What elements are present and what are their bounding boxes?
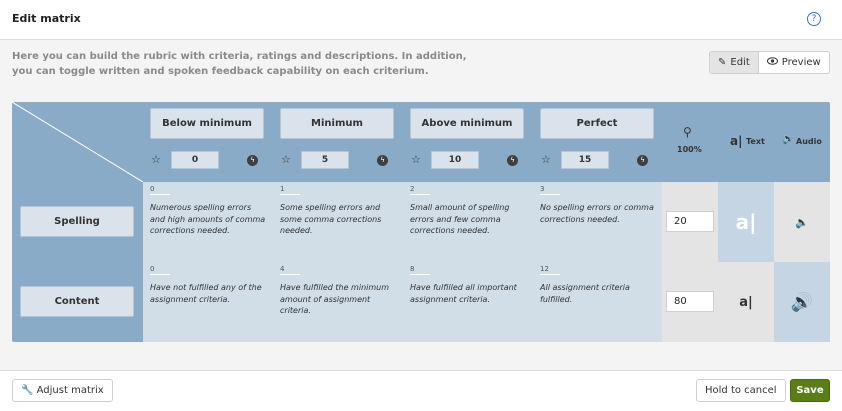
preview-mode-label: Preview — [781, 57, 821, 68]
cell-divider — [280, 274, 300, 275]
speaker-icon: 🔈 — [782, 134, 795, 145]
cell-description[interactable]: Have not fulfilled any of the assignment criteria. — [150, 283, 262, 304]
rating-header-1[interactable]: Minimum — [280, 108, 394, 139]
cell-description[interactable]: No spelling errors or comma corrections needed. — [540, 203, 654, 224]
cell-divider — [540, 274, 560, 275]
audio-column-label: Audio — [796, 137, 822, 146]
speaker-icon: 🔊 — [790, 291, 814, 313]
dialog-title: Edit matrix — [12, 12, 81, 25]
cell-divider — [540, 194, 560, 195]
rating-header-0[interactable]: Below minimum — [150, 108, 264, 139]
weight-column-label: 100% — [677, 145, 702, 154]
cell-points[interactable]: 12 — [540, 265, 549, 273]
wrench-icon: 🔧 — [21, 385, 34, 396]
text-icon: a| — [730, 134, 743, 148]
weight-input-content[interactable]: 80 — [666, 291, 714, 312]
audio-toggle-spelling[interactable] — [774, 182, 830, 262]
corner-divider — [12, 102, 143, 182]
rating-points-0[interactable]: 0 — [171, 151, 219, 169]
audio-toggle-content[interactable] — [774, 262, 830, 342]
intro-text: Here you can build the rubric with criteria, ratings and descriptions. In addition, you can toggle written and spoken feedback capability on each criterium. — [12, 51, 467, 77]
cell-description[interactable]: Have fulfilled the minimum amount of assignment criteria. — [280, 283, 390, 315]
text-icon: a| — [739, 294, 753, 310]
text-column-label: Text — [746, 137, 765, 146]
weight-input-spelling[interactable]: 20 — [666, 211, 714, 232]
weight-pin-icon: ⚲ — [683, 125, 692, 139]
weight-column — [662, 182, 718, 342]
eye-icon — [767, 52, 778, 73]
preview-mode-button[interactable] — [759, 52, 829, 73]
star-icon[interactable]: ☆ — [151, 153, 161, 166]
bolt-icon[interactable]: ϟ — [247, 155, 258, 166]
cell-points[interactable]: 2 — [410, 185, 415, 193]
rating-points-2[interactable]: 10 — [431, 151, 479, 169]
cell-divider — [280, 194, 300, 195]
bolt-icon[interactable]: ϟ — [507, 155, 518, 166]
edit-mode-button[interactable] — [710, 52, 759, 73]
cell-points[interactable]: 4 — [280, 265, 285, 273]
dialog-header — [0, 0, 842, 40]
cell-points[interactable]: 1 — [280, 185, 285, 193]
rating-header-3[interactable]: Perfect — [540, 108, 654, 139]
cell-points[interactable]: 0 — [150, 185, 155, 193]
hold-to-cancel-button[interactable]: Hold to cancel — [696, 379, 786, 402]
cell-points[interactable]: 0 — [150, 265, 155, 273]
bolt-icon[interactable]: ϟ — [637, 155, 648, 166]
cell-divider — [150, 274, 170, 275]
question-circle-icon[interactable]: ? — [807, 12, 821, 26]
pencil-icon: ✎ — [718, 57, 727, 68]
cell-divider — [410, 274, 430, 275]
adjust-matrix-label: Adjust matrix — [36, 385, 104, 396]
rating-points-3[interactable]: 15 — [561, 151, 609, 169]
cell-description[interactable]: All assignment criteria fulfilled. — [540, 283, 630, 304]
text-icon: a| — [735, 210, 757, 234]
save-button[interactable]: Save — [790, 379, 830, 402]
star-icon[interactable]: ☆ — [281, 153, 291, 166]
speaker-icon: 🔈 — [795, 215, 809, 229]
bolt-icon[interactable]: ϟ — [377, 155, 388, 166]
edit-mode-label: Edit — [730, 57, 750, 68]
star-icon[interactable]: ☆ — [541, 153, 551, 166]
criterion-label-content[interactable]: Content — [20, 286, 134, 317]
rating-header-2[interactable]: Above minimum — [410, 108, 524, 139]
cell-description[interactable]: Some spelling errors and some comma corrections needed. — [280, 203, 382, 235]
adjust-matrix-button[interactable] — [12, 379, 113, 402]
star-icon[interactable]: ☆ — [411, 153, 421, 166]
cell-divider — [410, 194, 430, 195]
cell-description[interactable]: Numerous spelling errors and high amounts of comma corrections needed. — [150, 203, 266, 235]
cell-points[interactable]: 8 — [410, 265, 415, 273]
rating-points-1[interactable]: 5 — [301, 151, 349, 169]
cell-description[interactable]: Small amount of spelling errors and few comma corrections needed. — [410, 203, 510, 235]
text-toggle-spelling[interactable] — [718, 182, 774, 262]
criterion-label-spelling[interactable]: Spelling — [20, 206, 134, 237]
cell-description[interactable]: Have fulfilled all important assignment criteria. — [410, 283, 517, 304]
text-toggle-content[interactable] — [718, 262, 774, 342]
cell-points[interactable]: 3 — [540, 185, 545, 193]
cell-divider — [150, 194, 170, 195]
mode-toggle — [709, 51, 830, 74]
